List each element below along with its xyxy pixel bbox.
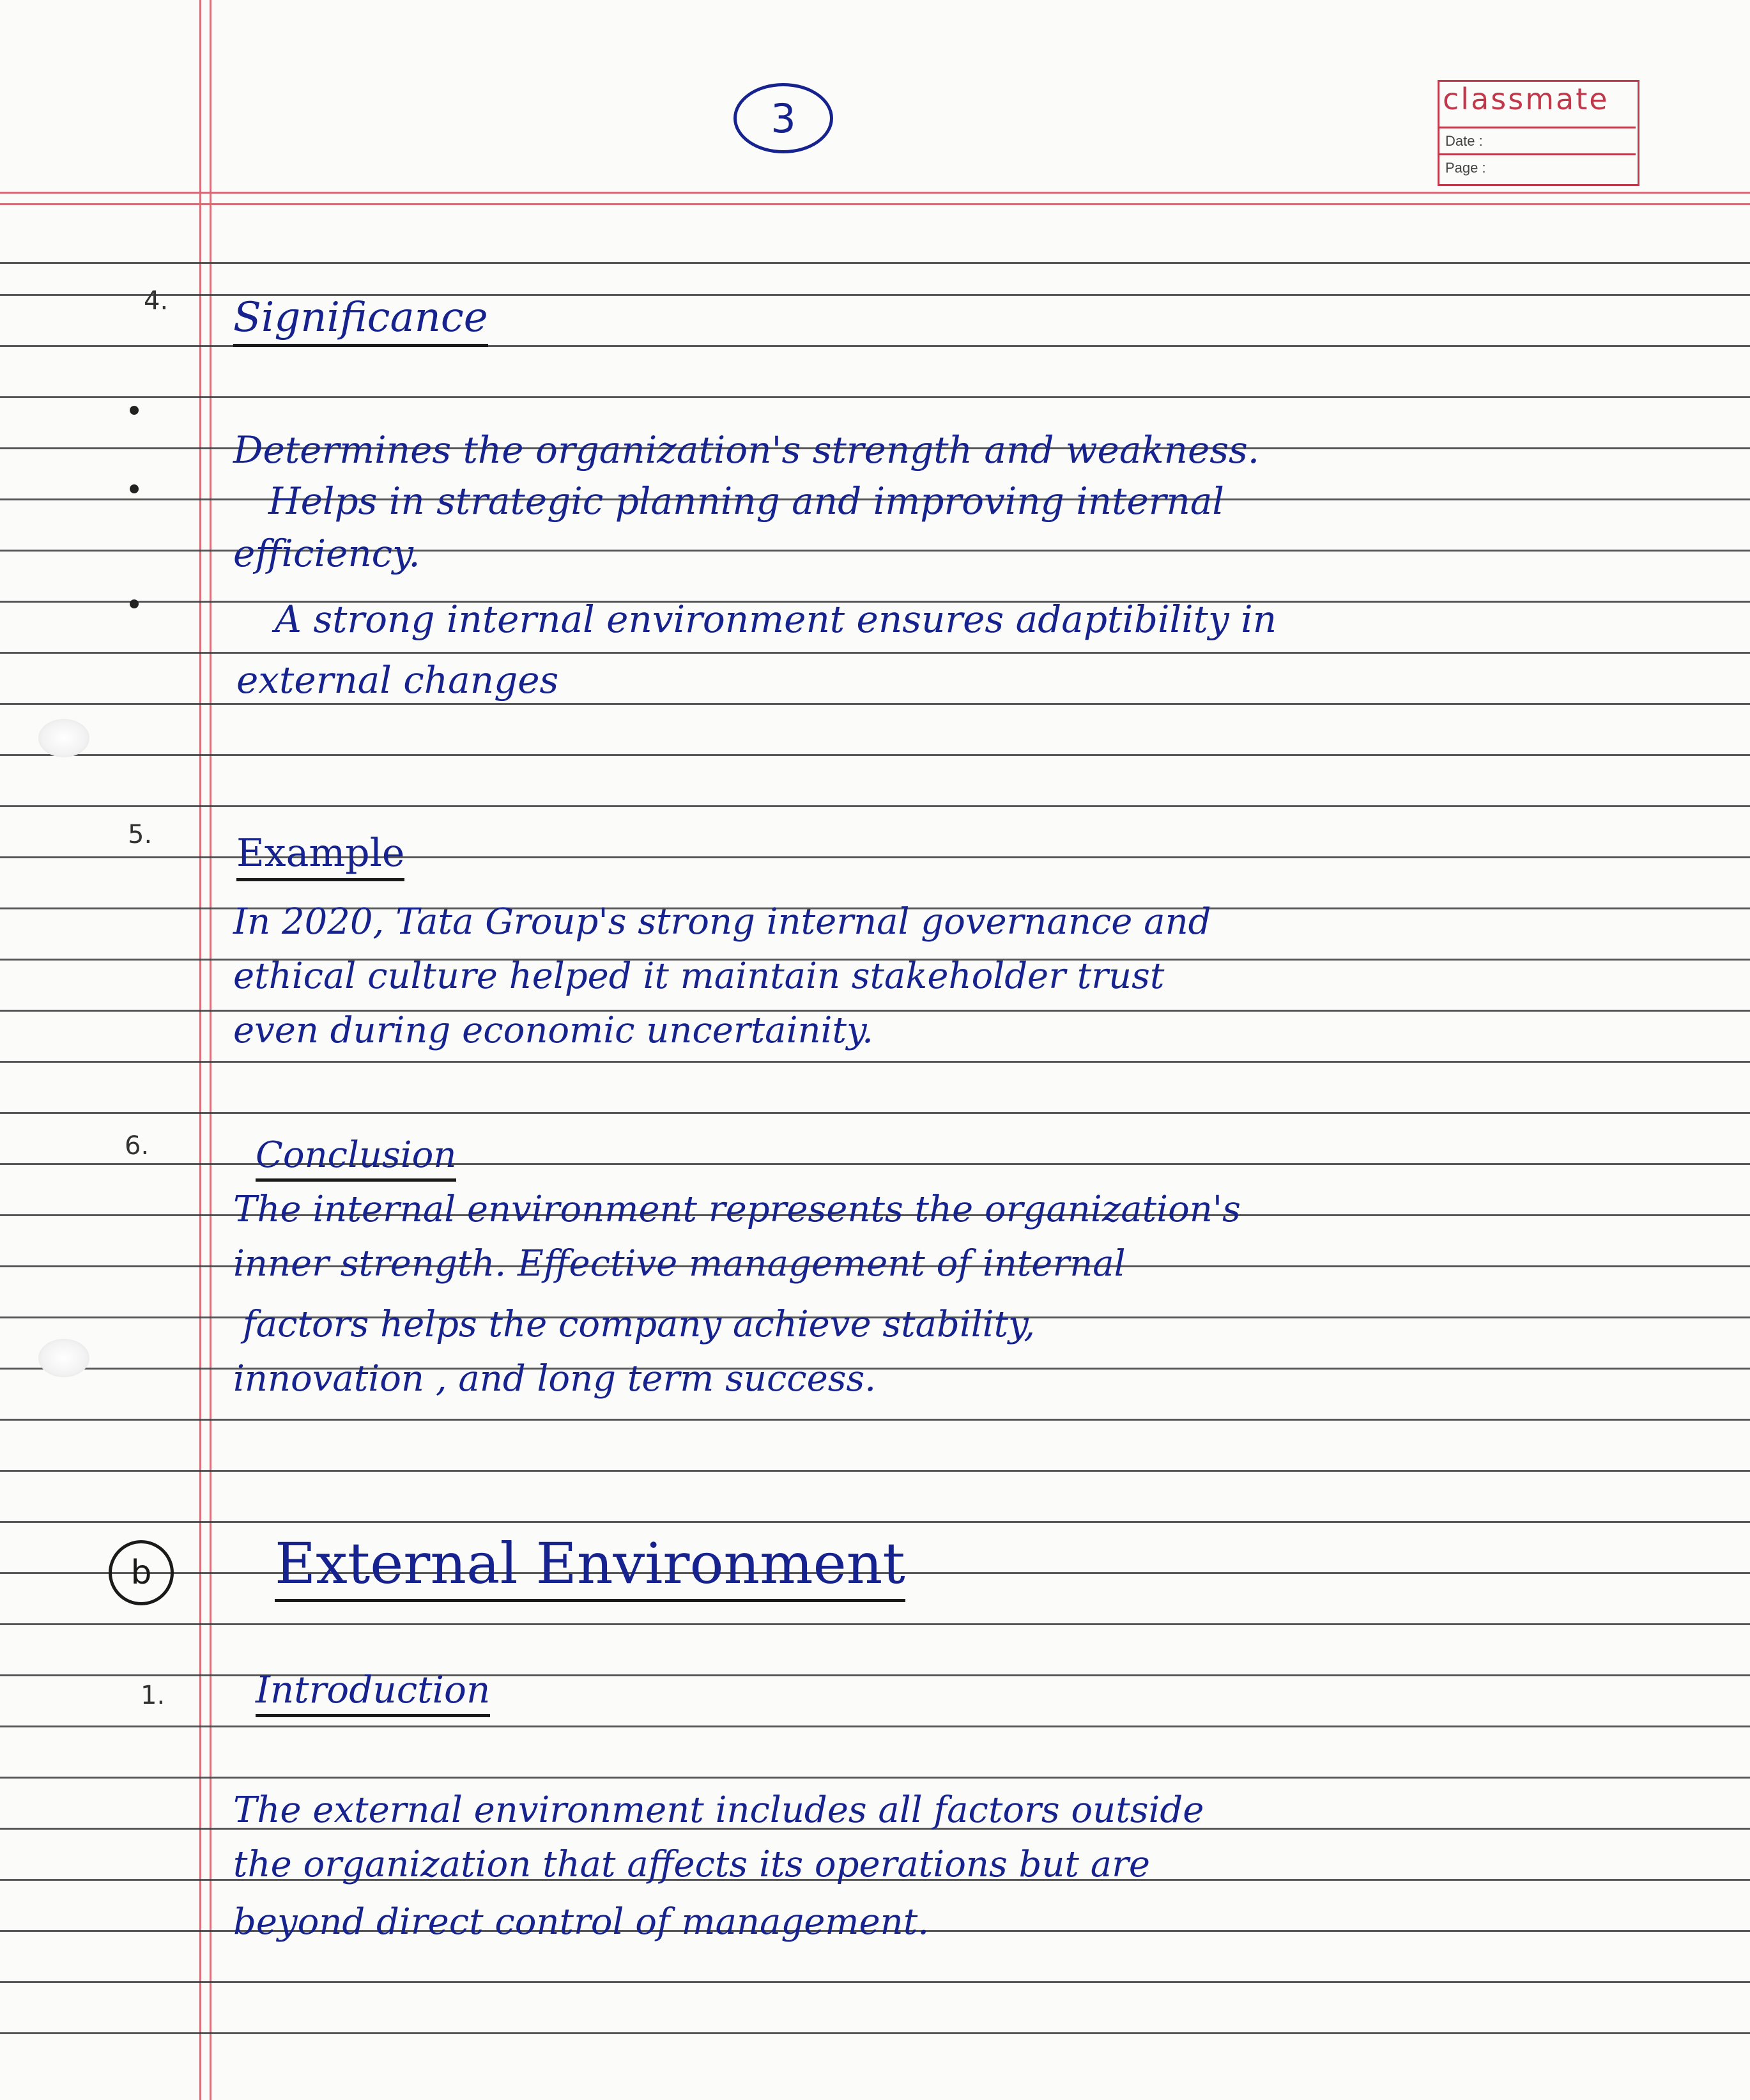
body-line: The internal environment represents the organization's	[233, 1189, 1241, 1230]
page-label: Page :	[1445, 160, 1486, 176]
margin-line	[199, 0, 201, 2100]
ruled-line	[0, 805, 1750, 807]
section-heading: Example	[236, 831, 404, 876]
ruled-line	[0, 1112, 1750, 1114]
ruled-line	[0, 652, 1750, 654]
date-label: Date :	[1445, 133, 1483, 149]
brand-divider	[1438, 153, 1636, 155]
section-heading: Introduction	[256, 1668, 490, 1711]
ruled-line	[0, 1981, 1750, 1983]
ruled-line	[0, 1419, 1750, 1421]
margin-line	[210, 0, 211, 2100]
punch-hole	[38, 719, 89, 757]
body-line: even during economic uncertainity.	[233, 1010, 873, 1051]
bullet-dot	[130, 484, 139, 493]
ruled-line	[0, 1726, 1750, 1727]
ruled-line	[0, 2032, 1750, 2034]
bullet-dot	[130, 599, 139, 608]
ruled-line	[0, 262, 1750, 264]
body-line: beyond direct control of management.	[233, 1901, 930, 1943]
part-title: External Environment	[275, 1531, 905, 1596]
section-number: 5.	[128, 820, 153, 849]
bullet-text: Determines the organization's strength and weakness.	[233, 428, 1260, 472]
body-line: innovation , and long term success.	[233, 1358, 877, 1400]
ruled-line	[0, 1623, 1750, 1625]
bullet-dot	[130, 406, 139, 415]
bullet-text: Helps in strategic planning and improving internal	[268, 479, 1224, 523]
brand-logo: classmate	[1443, 82, 1609, 116]
page-number: 3	[771, 95, 796, 142]
section-number: 1.	[141, 1681, 165, 1710]
continuation-text: efficiency.	[233, 532, 420, 575]
ruled-line	[0, 1521, 1750, 1523]
continuation-text: external changes	[236, 658, 559, 702]
part-label-circle	[109, 1540, 174, 1605]
ruled-line	[0, 1061, 1750, 1063]
ruled-line	[0, 703, 1750, 705]
section-number: 4.	[144, 286, 169, 316]
header-rule	[0, 203, 1750, 205]
brand-divider	[1438, 127, 1636, 128]
header-rule	[0, 192, 1750, 194]
body-line: ethical culture helped it maintain stakeholder trust	[233, 955, 1165, 997]
section-heading: Significance	[233, 294, 488, 341]
section-number: 6.	[125, 1131, 150, 1161]
punch-hole	[38, 1339, 89, 1377]
body-line: In 2020, Tata Group's strong internal governance and	[233, 901, 1211, 943]
body-line: The external environment includes all factors outside	[233, 1789, 1204, 1831]
page-number-circle	[733, 83, 833, 153]
body-line: factors helps the company achieve stability,	[243, 1304, 1036, 1345]
bullet-text: A strong internal environment ensures adaptibility in	[275, 598, 1277, 641]
ruled-line	[0, 754, 1750, 756]
ruled-line	[0, 1470, 1750, 1472]
ruled-line	[0, 396, 1750, 398]
body-line: the organization that affects its operations but are	[233, 1844, 1151, 1885]
section-heading: Conclusion	[256, 1134, 456, 1176]
part-label: b	[130, 1554, 152, 1592]
ruled-line	[0, 1777, 1750, 1779]
body-line: inner strength. Effective management of internal	[233, 1243, 1126, 1285]
